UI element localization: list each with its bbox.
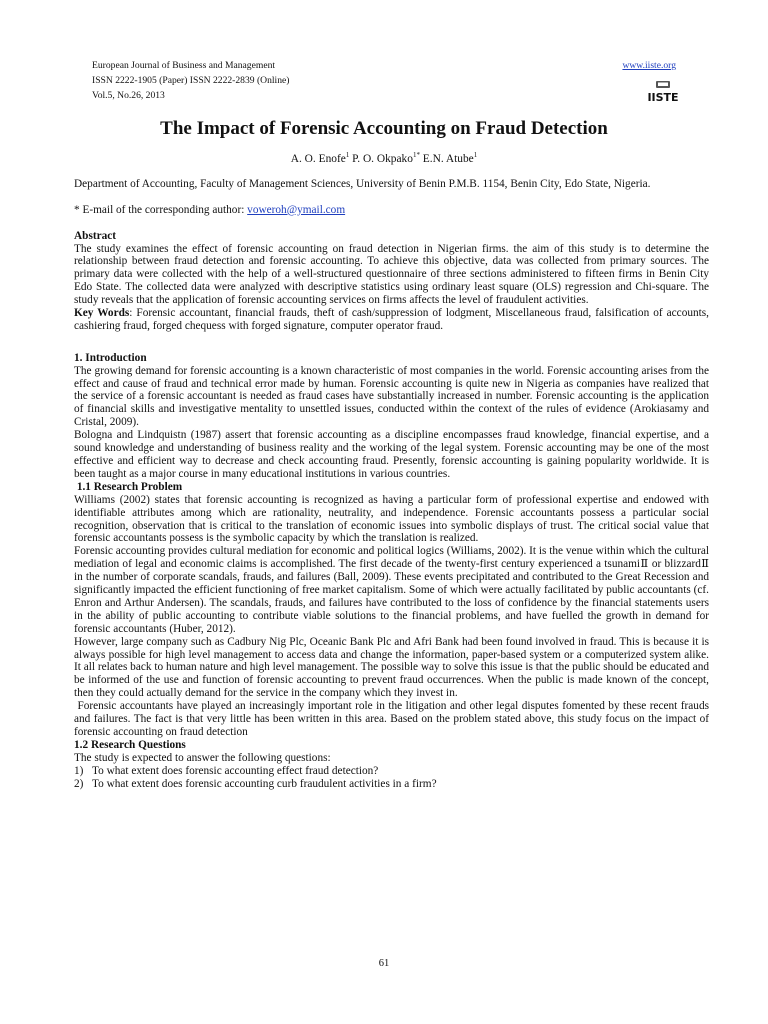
author-affiliation-mark: 1 [473,151,478,159]
paragraph: However, large company such as Cadbury Nig Plc, Oceanic Bank Plc and Afri Bank had been found involved in fraud. This is because it is always possible for high level management to access data and change the information, paper-based system or a computerized system alike. It all relates back to human nature and high level management. The possible way to solve this issue is that the public should be educated and be informed of the use and function of forensic accounting to prevent fraud occurrences. When the public is made known of the concept, then they could actually demand for the service in the company which they invest in. [74,635,709,700]
list-item: 2) To what extent does forensic accounting curb fraudulent activities in a firm? [74,777,437,790]
journal-volume: Vol.5, No.26, 2013 [92,90,165,101]
list-item: 1) To what extent does forensic accounting effect fraud detection? [74,764,379,777]
journal-url-link[interactable]: www.iiste.org [622,60,676,71]
page-number: 61 [378,958,390,969]
author-name: P. O. Okpako [352,152,413,165]
section-heading: 1.2 Research Questions [74,738,186,751]
keywords [74,307,709,333]
author-list [0,151,768,165]
paper-title: The Impact of Forensic Accounting on Fraud Detection [160,118,608,139]
keywords-label: Key Words [74,307,130,320]
section-heading: 1. Introduction [74,351,147,364]
keywords-text: : Forensic accountant, financial frauds, theft of cash/suppression of lodgment, Miscellaneous fraud, falsification of accounts, cashiering fraud, forged chequess with forged signature, computer operator fraud. [74,307,709,332]
author-name: E.N. Atube [422,152,474,165]
abstract-text: The study examines the effect of forensic accounting on fraud detection in Nigerian firms. the aim of this study is to determine the relationship between fraud detection and forensic accounting. To achieve this objective, data was collected from primary sources. The primary data were collected with the help of a well-structured questionnaire of three sections administered to fifteen firms in Benin City Edo State. The collected data were analyzed with descriptive statistics using ordinary least square (OLS) regression and Chi-square. The study reveals that the application of forensic accounting services on firms affects the level of fraudulent activities. [74,242,709,307]
paragraph: Williams (2002) states that forensic accounting is recognized as having a particular form of professional expertise and endowed with identifiable attributes among which are rationality, neutrality, and independence. Forensic accountants possess a particular social recognition, observation that is critical to the translation of economic issues into symbolic displays of trust. The critical social value that forensic accountants possess is the symbolic capacity by which the translation is realized. [74,493,709,545]
section-heading: 1.1 Research Problem [74,480,183,493]
svg-text:IISTE: IISTE [647,91,679,104]
abstract-heading: Abstract [74,229,117,242]
author-affiliation-mark: 1* [412,151,420,159]
journal-header [92,58,679,104]
paragraph: The growing demand for forensic accounting is a known characteristic of most companies in the world. Forensic accounting arises from the effect and cause of fraud and technical error made by human. Forensic accounting is quite new in Nigeria as companies have realized that the service of a forensic accountant is needed as fraud cases have substantially increased in number. Forensic accounting is the application of financial skills and investigative mentality to unsettled issues, conducted within the context of the rules of evidence (Arokiasamy and Cristal, 2009). [74,364,709,429]
paper-body [74,178,712,791]
corresponding-author: * E-mail of the corresponding author: voweroh@ymail.com [74,203,346,216]
paragraph: Bologna and Lindquistn (1987) assert that forensic accounting as a discipline encompasses fraud knowledge, financial expertise, and a sound knowledge and understanding of business reality and the working of the legal system. Forensic accounting may be one of the most effective and efficient way to decrease and check accounting fraud. Presently, forensic accounting is gaining popularity worldwide. It is been taught as a major course in many educational institutions in various countries. [74,429,709,480]
paragraph: Forensic accounting provides cultural mediation for economic and political logics (Williams, 2002). It is the venue within which the cultural mediation of legal and economic claims is accomplished. The first decade of the twenty-first century experienced a tsunamiⅡ or blizzardⅡ in the number of corporate scandals, frauds, and failures (Ball, 2009). These events precipitated and contributed to the Great Recession and significantly impacted the efficient functioning of free market capitalism. Some of which were actually facilitated by public accountants (cf. Enron and Arthur Andersen). The scandals, frauds, and failures have contributed to the loss of confidence by the financial statements users in the ability of public accounting to contribute viable solutions to the financial problems, and have fuelled the growth in demand for forensic accountants (Huber, 2012). [74,545,709,635]
corresponding-email-link[interactable]: voweroh@ymail.com [247,203,346,216]
author-affiliation-mark: 1 [345,151,350,159]
paragraph: Forensic accountants have played an increasingly important role in the litigation and other legal disputes fomented by these recent frauds and failures. The fact is that very little has been written in this area. Based on the problem stated above, this study focus on the impact of forensic accounting on fraud detection [74,700,712,739]
author-name: A. O. Enofe [290,152,346,165]
paragraph: The study is expected to answer the following questions: [74,751,331,764]
iiste-logo-icon [647,81,679,104]
journal-name: European Journal of Business and Management [92,60,276,71]
affiliation: Department of Accounting, Faculty of Management Sciences, University of Benin P.M.B. 1154, Benin City, Edo State, Nigeria. [74,178,651,190]
journal-issn: ISSN 2222-1905 (Paper) ISSN 2222-2839 (Online) [92,75,290,86]
